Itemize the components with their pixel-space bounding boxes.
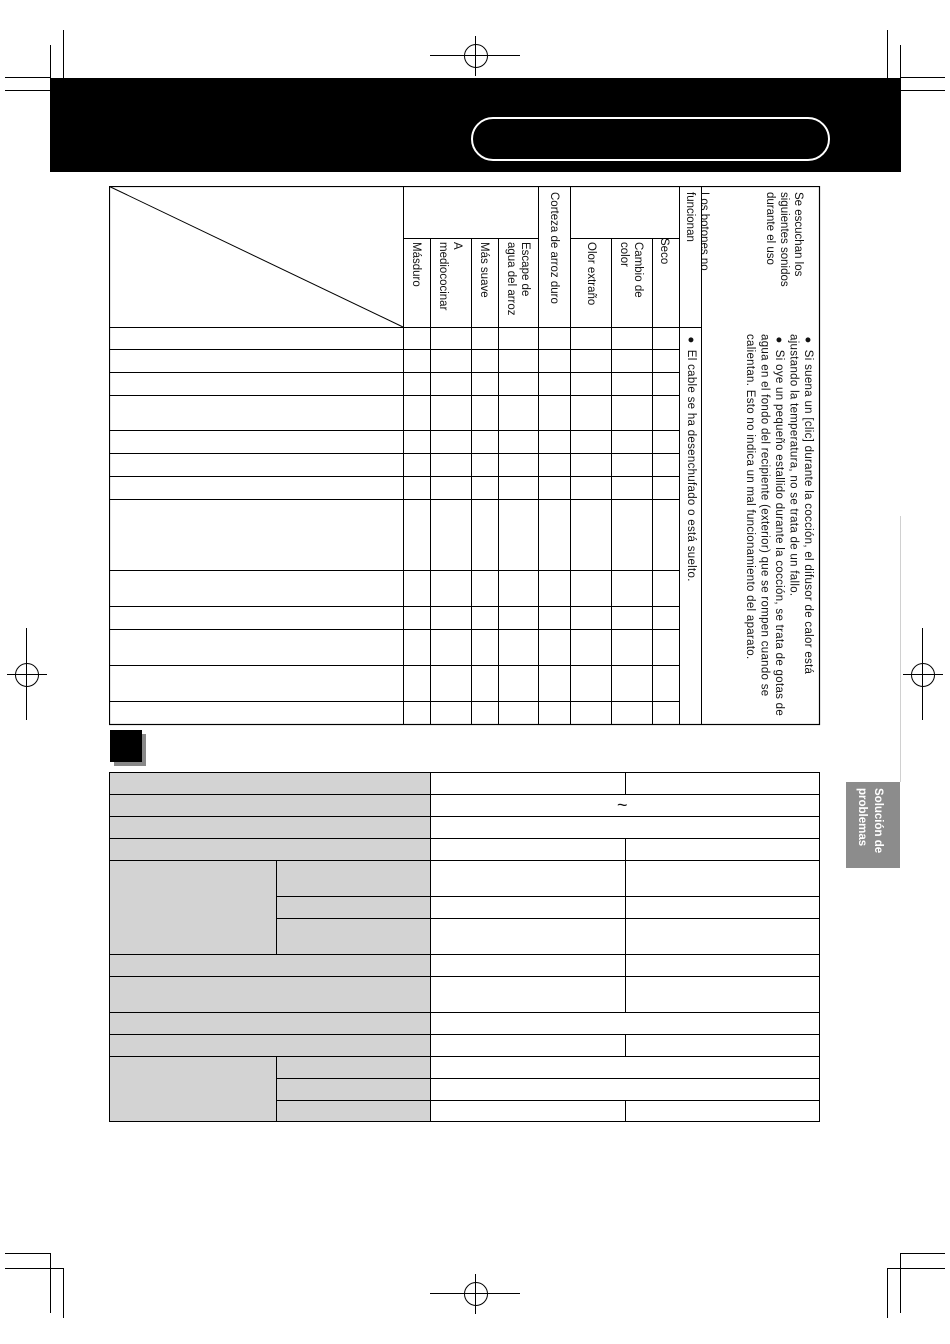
banner-title-frame [471, 117, 830, 161]
header-water-leak: Escape de agua del arroz [505, 242, 531, 316]
sounds-note-1: ● Si suena un [clic] durante la cocción, el difusor de calor está ajustando la temperatura, no se trata de un fallo. [787, 334, 814, 675]
specifications-table [109, 772, 821, 1129]
header-strange-smell: Olor extraño [585, 242, 597, 306]
header-harder: Másduro [410, 242, 422, 287]
header-buttons-not-working: Los botones no funcionan [684, 192, 710, 271]
side-tab-label: Solución de problemas [856, 788, 884, 854]
header-half-cooked: A mediococinar [437, 242, 463, 311]
ac-symbol: ~ [617, 795, 628, 815]
sounds-note-2: ● Si oye un pequeño estallido durante la cocción, se trata de gotas de agua en el fondo del recipiente (exterior) que se rompen cuando se calientan. Esto no indica un mal funcionamiento del aparato. [744, 334, 785, 717]
troubleshooting-table [109, 186, 821, 731]
specifications-grid [109, 772, 821, 1124]
buttons-note-1: ● El cable se ha desenchufado o está suelto. [685, 334, 697, 582]
header-sounds: Se escuchan los siguientes sonidos durante el uso [764, 192, 804, 287]
header-hard-crust: Corteza de arroz duro [548, 192, 560, 304]
sounds-notes [707, 334, 815, 719]
side-tab-troubleshooting[interactable] [846, 782, 900, 868]
header-dry: Seco [658, 238, 670, 265]
section-marker [110, 730, 142, 762]
header-softer: Más suave [478, 242, 490, 298]
side-divider [900, 516, 901, 782]
header-color-change: Cambio de color [618, 242, 644, 298]
